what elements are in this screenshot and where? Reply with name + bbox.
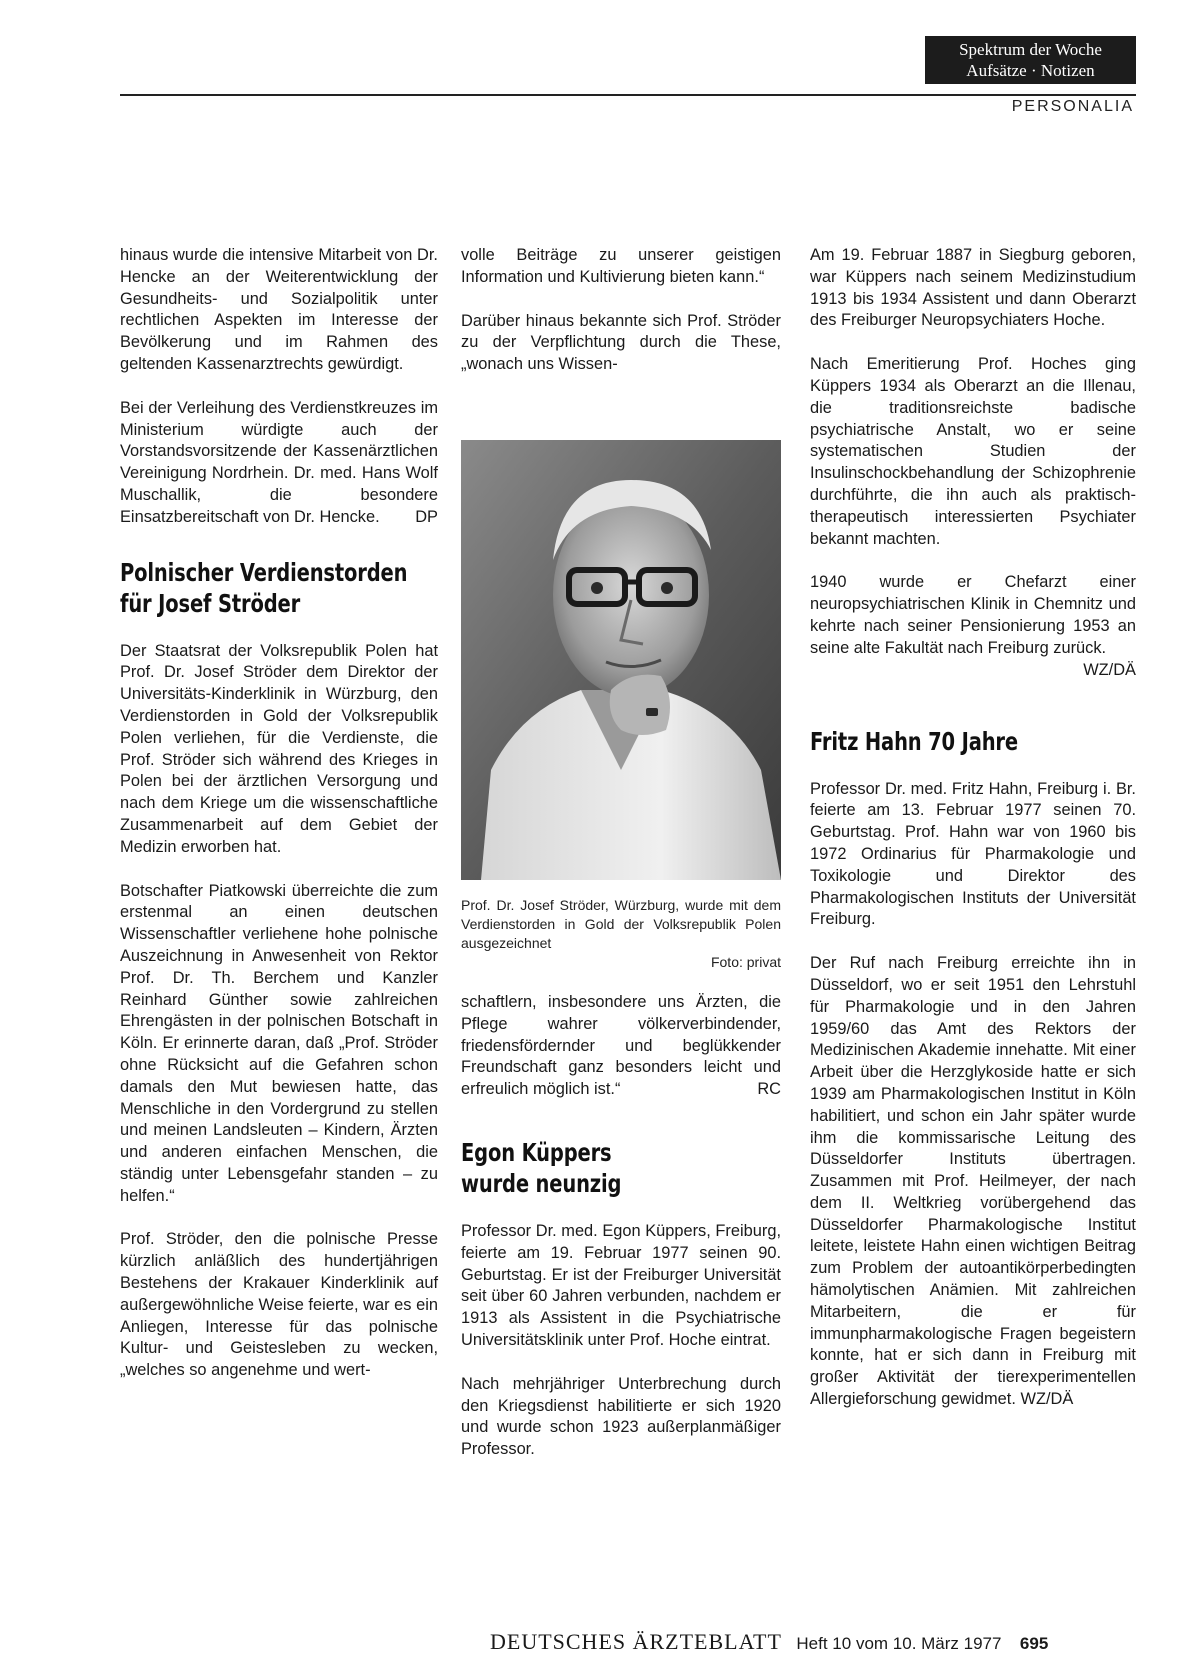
- portrait-photo: [461, 440, 781, 880]
- col1-paragraph-5: Prof. Ströder, den die polnische Presse kürzlich anläßlich des hundertjährigen Bestehens der Krakauer Kinderklinik auf außergewöhnliche Weise feierte, war es ein Anliegen, Interesse für das polnische Kultur- und Geistesleben zu wecken, „welches so angenehme und wert-: [120, 1230, 438, 1380]
- col3-paragraph-5: [810, 953, 1136, 1411]
- col2-paragraph-4: Professor Dr. med. Egon Küppers, Freiburg, feierte am 19. Februar 1977 seinen 90. Geburtstag. Er ist der Freiburger Universität seit über 60 Jahren verbunden, nachdem er 1913 als Assistent in die Psychiatrische Universitätsklinik unter Prof. Hoche eintrat.: [461, 1221, 781, 1349]
- footer-issue: Heft 10 vom 10. März 1977: [796, 1634, 1002, 1653]
- col2-paragraph-5: Nach mehrjähriger Unterbrechung durch den Kriegsdienst habilitierte er sich 1920 und wurde schon 1923 außerplanmäßiger Professor.: [461, 1374, 781, 1459]
- header-rule: [120, 94, 1136, 96]
- col3-paragraph-2: Nach Emeritierung Prof. Hoches ging Küppers 1934 als Oberarzt an die Illenau, die traditionsreichste badische psychiatrische Anstalt, wo er seine systematischen Studien der Insulinschockbehandlung der Schizophrenie durchführte, die ihn auch als praktisch-therapeutisch interessierten Psychiater bekannt machten.: [810, 355, 1136, 548]
- footer-page-number: 695: [1019, 1634, 1049, 1653]
- headline-hahn-line: Fritz Hahn 70 Jahre: [810, 726, 1018, 756]
- col3-paragraph-1: Am 19. Februar 1887 in Siegburg geboren, war Küppers nach seinem Medizinstudium 1913 bis 1934 Assistent und dann Oberarzt des Freiburger Neuropsychiaters Hoche.: [810, 246, 1136, 330]
- footer-magazine-title: DEUTSCHES ÄRZTEBLATT: [490, 1629, 782, 1654]
- col2-paragraph-3: [461, 992, 781, 1101]
- photo-caption-text: Prof. Dr. Josef Ströder, Würzburg, wurde mit dem Verdienstorden in Gold der Volksrepublik Polen ausgezeichnet: [461, 897, 781, 951]
- col2-signature-rc: RC: [757, 1080, 781, 1099]
- portrait-illustration: [461, 440, 781, 880]
- col1-signature-dp: DP: [415, 507, 438, 526]
- headline-kueppers: [461, 1137, 781, 1199]
- photo-credit: Foto: privat: [710, 954, 781, 970]
- col2-paragraph-1: volle Beiträge zu unserer geistigen Information und Kultivierung bieten kann.“: [461, 246, 781, 286]
- headline-stroeder: [120, 557, 438, 619]
- col3-paragraph-4: Professor Dr. med. Fritz Hahn, Freiburg i. Br. feierte am 13. Februar 1977 seinen 70. Geburtstag. Prof. Hahn war von 1960 bis 1972 Ordinarius für Pharmakologie und Toxikologie und Direktor des Pharmakologischen Instituts der Universität Freiburg.: [810, 779, 1136, 929]
- photo-caption: [461, 896, 781, 972]
- col3-paragraph-3-text: 1940 wurde er Chefarzt einer neuropsychiatrischen Klinik in Chemnitz und kehrte nach seiner Pensionierung 1953 an seine alte Fakultät nach Freiburg zurück.: [810, 573, 1136, 657]
- col3-paragraph-3: [810, 572, 1136, 679]
- headline-stroeder-line2: für Josef Ströder: [120, 588, 301, 618]
- col3-signature-wz-1: WZ/DÄ: [1083, 660, 1136, 679]
- col2-paragraph-2: Darüber hinaus bekannte sich Prof. Ströder zu der Verpflichtung durch die These, „wonach uns Wissen-: [461, 311, 781, 374]
- col1-paragraph-4: Botschafter Piatkowski überreichte die zum erstenmal an einen deutschen Wissenschaftler verliehene hohe polnische Auszeichnung in Anwesenheit von Rektor Prof. Dr. Th. Berchem und Kanzler Reinhard Günther sowie zahlreichen Ehrengästen in der polnischen Botschaft in Köln. Er erinnerte daran, daß „Prof. Ströder ohne Rücksicht auf die Gefahren schon damals den Mut bewiesen hatte, das Menschliche in den Vordergrund zu stellen und meinen Landsleuten – Kindern, Ärzten und anderen einfachen Menschen, die ständig unter Lebensgefahr standen – zu helfen.“: [120, 881, 438, 1205]
- col2-paragraph-3-text: schaftlern, insbesondere uns Ärzten, die Pflege wahrer völkerverbindender, friedensfördernder und beglükkender Freundschaft ganz besonders leicht und erfreulich möglich ist.“: [461, 993, 781, 1099]
- col3-signature-wz-2: WZ/DÄ: [1020, 1390, 1074, 1409]
- col1-paragraph-1: hinaus wurde die intensive Mitarbeit von Dr. Hencke an der Weiterentwicklung der Gesundheits- und Sozialpolitik unter rechtlichen Aspekten im Interesse der Bevölkerung und im Rahmen des geltenden Kassenarztrechts gewürdigt.: [120, 246, 438, 373]
- column-1: [120, 245, 438, 1382]
- section-label: PERSONALIA: [1011, 98, 1134, 115]
- column-2-bottom: [461, 992, 781, 1461]
- col3-paragraph-5-text: Der Ruf nach Freiburg erreichte ihn in Düsseldorf, wo er seit 1951 den Lehrstuhl für Pharmakologie und in den Jahren 1959/60 das Amt des Rektors der Medizinischen Akademie innehatte. Mit einer Arbeit über die Herzglykoside hatte er sich 1939 am Pharmakologischen Institut in Köln habilitiert, und schon ein Jahr später wurde ihm die kommissarische Leitung des Düsseldorfer Instituts übertragen. Zusammen mit Prof. Heilmeyer, der nach dem II. Weltkrieg vorübergehend das Düsseldorfer Pharmakologische Institut leitete, leistete Hahn einen wichtigen Beitrag zum Problem der autoantikörperbedingten hämolytischen Anämien. Mit zahlreichen Mitarbeitern, die er für immunpharmakologische Fragen begeistern konnte, hat er sich dann in Freiburg mit großer Aktivität der tierexperimentellen Allergieforschung gewidmet.: [810, 954, 1136, 1409]
- header-box-line1: Spektrum der Woche: [959, 40, 1102, 59]
- col1-paragraph-3: Der Staatsrat der Volksrepublik Polen hat Prof. Dr. Josef Ströder dem Direktor der Universitäts-Kinderklinik in Würzburg, den Verdienstorden in Gold der Volksrepublik Polen verliehen, für die Verdienste, die Prof. Ströder sich während des Krieges in Polen bei der ärztlichen Versorgung und nach dem Kriege um die wissenschaftliche Zusammenarbeit auf dem Gebiet der Medizin erworben hat.: [120, 641, 438, 856]
- headline-kueppers-line2: wurde neunzig: [461, 1168, 622, 1198]
- page-footer: [490, 1629, 1048, 1655]
- column-2-top: [461, 245, 781, 376]
- column-3: [810, 245, 1136, 1411]
- headline-stroeder-line1: Polnischer Verdienstorden: [120, 557, 408, 587]
- header-box-line2: Aufsätze · Notizen: [966, 61, 1095, 80]
- col1-paragraph-2: [120, 398, 438, 529]
- headline-hahn: [810, 726, 1136, 757]
- col1-paragraph-2-text: Bei der Verleihung des Verdienstkreuzes im Ministerium würdigte auch der Vorstandsvorsitzende der Kassenärztlichen Vereinigung Nordrhein. Dr. med. Hans Wolf Muschallik, die besondere Einsatzbereitschaft von Dr. Hencke.: [120, 398, 438, 526]
- section-header-box: [925, 36, 1136, 84]
- headline-kueppers-line1: Egon Küppers: [461, 1137, 612, 1167]
